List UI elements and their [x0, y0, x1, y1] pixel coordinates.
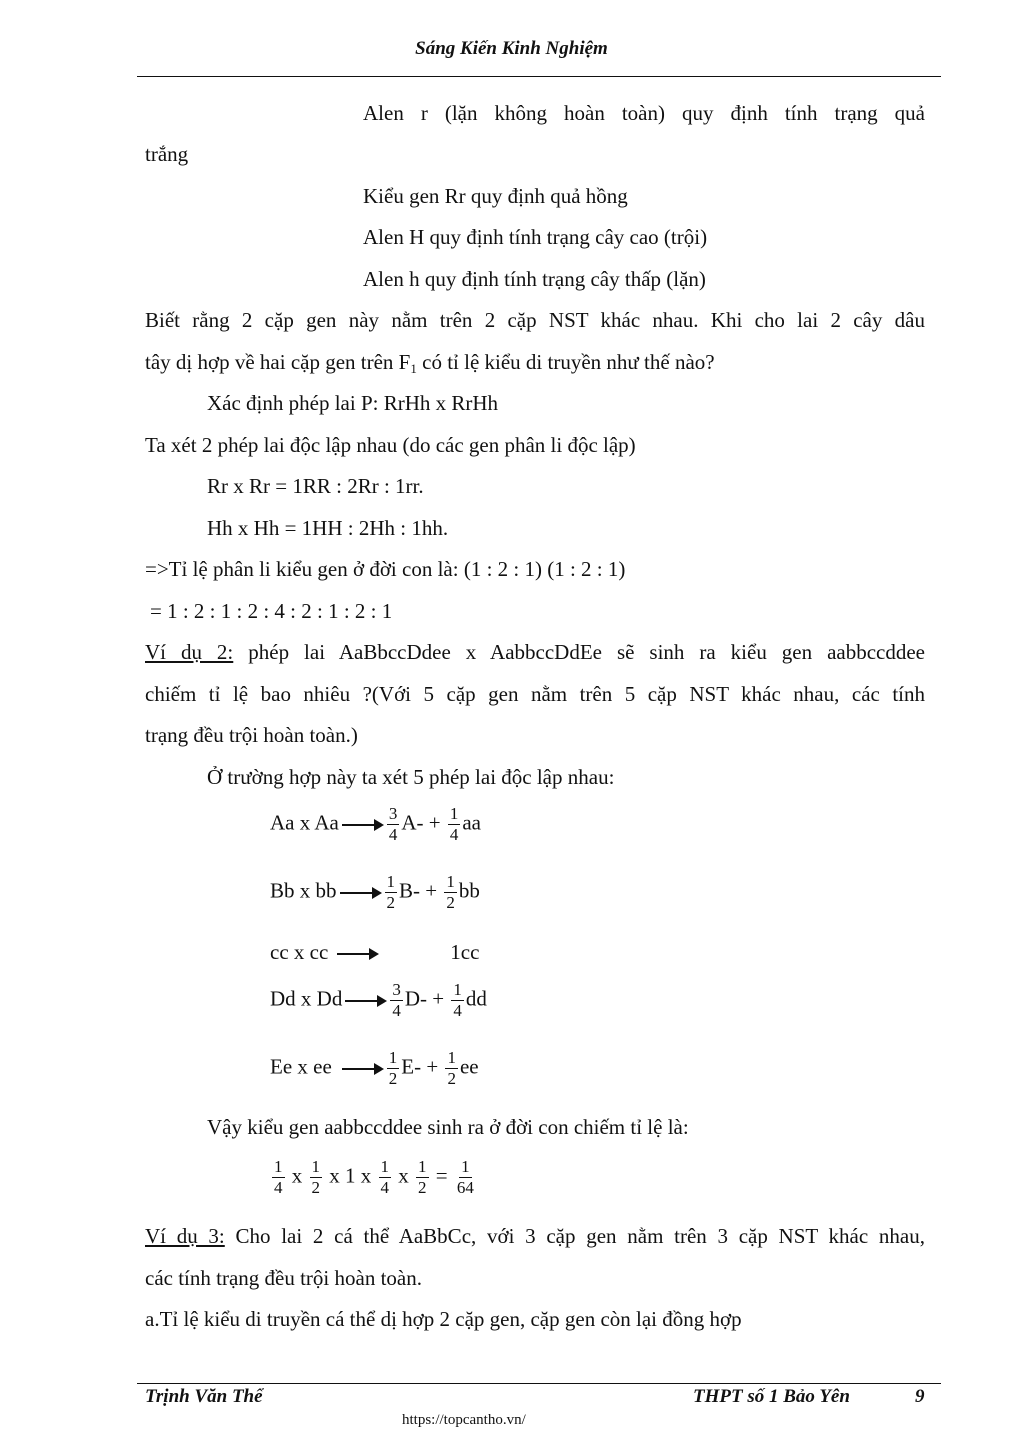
footer-author: Trịnh Văn Thể	[145, 1386, 263, 1407]
cross-row: Bb x bb $\frac{1}{2}$ B- + $\frac{1}{2}$ bb	[270, 872, 480, 912]
fraction: $\frac{1}{2}$	[386, 872, 396, 912]
fraction: $\frac{1}{2}$	[388, 1048, 398, 1088]
example-2-label: Ví dụ 2:	[145, 640, 234, 664]
fraction: $\frac{1}{64}$	[456, 1157, 474, 1197]
fraction: $\frac{3}{4}$	[392, 980, 401, 1020]
page-header-title: Sáng Kiến Kinh Nghiệm	[415, 38, 608, 59]
fraction: $\frac{1}{4}$	[274, 1157, 283, 1197]
fraction: $\frac{3}{4}$	[388, 804, 398, 844]
arrow-icon	[337, 953, 377, 955]
text-line: Alen r (lặn không hoàn toàn) quy định tính trạng quả	[363, 101, 925, 125]
cross-label: Dd x Dd	[270, 986, 343, 1011]
cross-label: Bb x bb	[270, 878, 337, 903]
fraction: $\frac{1}{4}$	[380, 1157, 389, 1197]
text-line: Rr x Rr = 1RR : 2Rr : 1rr.	[207, 474, 424, 498]
arrow-icon	[345, 1000, 385, 1002]
cross-row: Ee x ee $\frac{1}{2}$ E- + $\frac{1}{2}$ ee	[270, 1048, 479, 1088]
cross-row: Dd x Dd $\frac{3}{4}$ D- + $\frac{1}{4}$ dd	[270, 980, 487, 1020]
arrow-icon	[340, 892, 380, 894]
fraction: $\frac{1}{4}$	[449, 804, 459, 844]
text-line: Vậy kiểu gen aabbccddee sinh ra ở đời con chiếm tỉ lệ là:	[207, 1115, 689, 1139]
cross-row: Aa x Aa $\frac{3}{4}$ A- + $\frac{1}{4}$ aa	[270, 804, 481, 844]
cross-label: cc x cc	[270, 940, 329, 964]
text-line: các tính trạng đều trội hoàn toàn.	[145, 1266, 422, 1290]
text-line: Alen h quy định tính trạng cây thấp (lặn)	[363, 267, 706, 291]
example-3-label: Ví dụ 3:	[145, 1224, 225, 1248]
fraction: $\frac{1}{2}$	[447, 1048, 456, 1088]
footer-url: https://topcantho.vn/	[402, 1412, 526, 1428]
product-expression: $\frac{1}{4}$ x $\frac{1}{2}$ x 1 x $\frac{1}{4}$ x $\frac{1}{2}$ = $\frac{1}{64}$	[274, 1157, 474, 1197]
text-line: trắng	[145, 142, 189, 166]
text-line: trạng đều trội hoàn toàn.)	[145, 723, 358, 747]
text-line: Ta xét 2 phép lai độc lập nhau (do các gen phân li độc lập)	[145, 433, 636, 457]
text-line: =>Tỉ lệ phân li kiểu gen ở đời con là: (1 : 2 : 1) (1 : 2 : 1)	[145, 557, 626, 581]
text-line: Alen H quy định tính trạng cây cao (trội)	[363, 225, 708, 249]
text-line: Xác định phép lai P: RrHh x RrHh	[207, 391, 499, 415]
header-rule	[137, 76, 941, 77]
fraction: $\frac{1}{2}$	[418, 1157, 427, 1197]
fraction: $\frac{1}{2}$	[446, 872, 455, 912]
footer-rule	[137, 1383, 941, 1384]
cross-label: Ee x ee	[270, 1054, 332, 1079]
example-3-line: Ví dụ 3: Cho lai 2 cá thể AaBbCc, với 3 cặp gen nằm trên 3 cặp NST khác nhau,	[145, 1224, 925, 1248]
fraction: $\frac{1}{4}$	[453, 980, 462, 1020]
fraction: $\frac{1}{2}$	[311, 1157, 320, 1197]
arrow-icon	[342, 1068, 382, 1070]
cross-row: cc x cc 1cc	[270, 940, 480, 964]
text-line: Biết rằng 2 cặp gen này nằm trên 2 cặp NST khác nhau. Khi cho lai 2 cây dâu	[145, 308, 925, 332]
text-line: chiếm tỉ lệ bao nhiêu ?(Với 5 cặp gen nằm trên 5 cặp NST khác nhau, các tính	[145, 682, 925, 706]
text-line: tây dị hợp về hai cặp gen trên $F_1$ có tỉ lệ kiểu di truyền như thế nào?	[145, 350, 715, 376]
footer-page-number: 9	[915, 1386, 925, 1407]
cross-label: Aa x Aa	[270, 810, 339, 835]
example-2-line: Ví dụ 2: phép lai AaBbccDdee x AabbccDdEe sẽ sinh ra kiểu gen aabbccddee	[145, 640, 926, 664]
text-line: = 1 : 2 : 1 : 2 : 4 : 2 : 1 : 2 : 1	[150, 599, 393, 623]
text-line: Hh x Hh = 1HH : 2Hh : 1hh.	[207, 516, 449, 540]
text-line: Kiểu gen Rr quy định quả hồng	[363, 184, 628, 208]
arrow-icon	[342, 824, 382, 826]
footer-school: THPT số 1 Bảo Yên	[693, 1386, 850, 1407]
text-line: a.Tỉ lệ kiểu di truyền cá thể dị hợp 2 cặp gen, cặp gen còn lại đồng hợp	[145, 1307, 742, 1331]
text-line: Ở trường hợp này ta xét 5 phép lai độc lập nhau:	[207, 765, 615, 789]
